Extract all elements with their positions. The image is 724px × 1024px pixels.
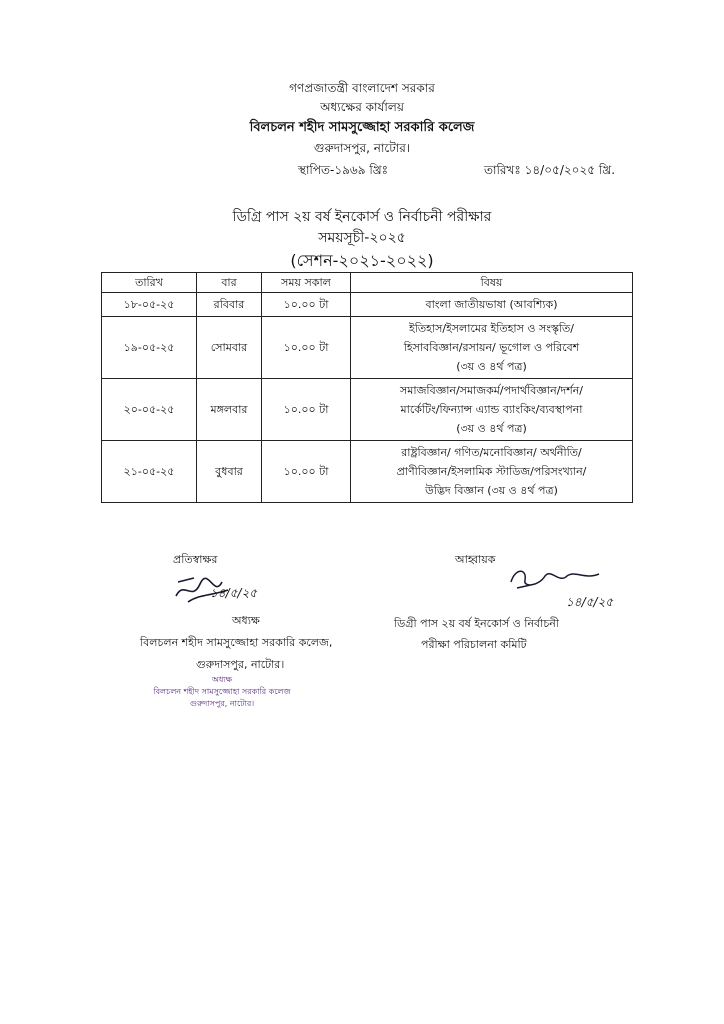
subject-line: মার্কেটিং/ফিন্যান্স এ্যান্ড ব্যাংকিং/ব্যবস্থাপনা xyxy=(400,403,583,416)
committee-line2: পরীক্ষা পরিচালনা কমিটি xyxy=(421,638,527,651)
cell-subject xyxy=(351,293,633,317)
cell-day: বুধবার xyxy=(197,441,262,503)
session-title: (সেশন-২০২১-২০২২) xyxy=(290,251,434,270)
right-handwritten-date: ১৪/৫/২৫ xyxy=(566,595,614,609)
schedule-title: সময়সূচী-২০২৫ xyxy=(318,230,406,246)
cell-subject xyxy=(351,379,633,441)
header-day: বার xyxy=(197,273,262,293)
cell-day: মঙ্গলবার xyxy=(197,379,262,441)
cell-subject xyxy=(351,317,633,379)
subject-line: হিসাববিজ্ঞান/রসায়ন/ ভূগোল ও পরিবেশ xyxy=(403,341,580,354)
college-address: গুরুদাসপুর, নাটোর। xyxy=(313,141,411,155)
left-address: গুরুদাসপুর, নাটোর। xyxy=(196,658,285,671)
subject-line: প্রাণীবিজ্ঞান/ইসলামিক স্টাডিজ/পরিসংখ্যান/ xyxy=(396,465,587,478)
cell-date: ২১-০৫-২৫ xyxy=(102,441,197,503)
cell-time: ১০.০০ টা xyxy=(262,317,351,379)
cell-time: ১০.০০ টা xyxy=(262,379,351,441)
subject-line: সমাজবিজ্ঞান/সমাজকর্ম/পদার্থবিজ্ঞান/দর্শন/ xyxy=(400,384,583,397)
cell-time: ১০.০০ টা xyxy=(262,293,351,317)
established-text: স্থাপিত-১৯৬৯ খ্রিঃ xyxy=(298,163,389,177)
subject-line: রাষ্ট্রবিজ্ঞান/ গণিত/মনোবিজ্ঞান/ অর্থনীতি/ xyxy=(401,446,582,459)
committee-line1: ডিগ্রী পাস ২য় বর্ষ ইনকোর্স ও নির্বাচনী xyxy=(394,617,559,630)
convener-label: আহ্বায়ক xyxy=(455,553,496,566)
left-org: বিলচলন শহীদ সামসুজ্জোহা সরকারি কলেজ, xyxy=(140,636,333,649)
header-subject: বিষয় xyxy=(351,273,633,293)
cell-date: ২০-০৫-২৫ xyxy=(102,379,197,441)
cell-day: রবিবার xyxy=(197,293,262,317)
subject-line: (৩য় ও ৪র্থ পত্র) xyxy=(456,422,527,435)
table-header-row xyxy=(102,273,633,293)
convener-signature xyxy=(505,562,605,594)
college-name: বিলচলন শহীদ সামসুজ্জোহা সরকারি কলেজ xyxy=(249,120,475,135)
subject-line: উদ্ভিদ বিজ্ঞান (৩য় ও ৪র্থ পত্র) xyxy=(425,484,558,497)
cell-day: সোমবার xyxy=(197,317,262,379)
header-date: তারিখ xyxy=(102,273,197,293)
cell-date: ১৯-০৫-২৫ xyxy=(102,317,197,379)
office-line: অধ্যক্ষের কার্যালয় xyxy=(320,100,404,114)
table-row xyxy=(102,441,633,503)
table-row xyxy=(102,317,633,379)
subject-line: (৩য় ও ৪র্থ পত্র) xyxy=(456,360,527,373)
schedule-table xyxy=(101,272,633,503)
stamp-org: বিলচলন শহীদ সামসুজ্জোহা সরকারি কলেজ xyxy=(153,687,291,696)
cell-date: ১৮-০৫-২৫ xyxy=(102,293,197,317)
subject-line: বাংলা জাতীয়ভাষা (আবশ্যিক) xyxy=(425,298,558,311)
stamp-address: গুরুদাসপুর, নাটোর। xyxy=(189,699,255,708)
govt-line: গণপ্রজাতন্ত্রী বাংলাদেশ সরকার xyxy=(289,81,435,95)
header-time: সময় সকাল xyxy=(262,273,351,293)
stamp-title: অধ্যক্ষ xyxy=(211,675,233,684)
cell-subject xyxy=(351,441,633,503)
subject-line: ইতিহাস/ইসলামের ইতিহাস ও সংস্কৃতি/ xyxy=(409,322,574,335)
table-row xyxy=(102,293,633,317)
cell-time: ১০.০০ টা xyxy=(262,441,351,503)
notice-date: তারিখঃ ১৪/০৫/২০২৫ খ্রি. xyxy=(484,163,616,177)
countersign-label: প্রতিস্বাক্ষর xyxy=(173,553,218,566)
left-handwritten-date: ১৪/৫/২৫ xyxy=(210,586,258,600)
table-row xyxy=(102,379,633,441)
principal-title: অধ্যক্ষ xyxy=(232,614,260,627)
exam-title: ডিগ্রি পাস ২য় বর্ষ ইনকোর্স ও নির্বাচনী পরীক্ষার xyxy=(232,209,492,225)
